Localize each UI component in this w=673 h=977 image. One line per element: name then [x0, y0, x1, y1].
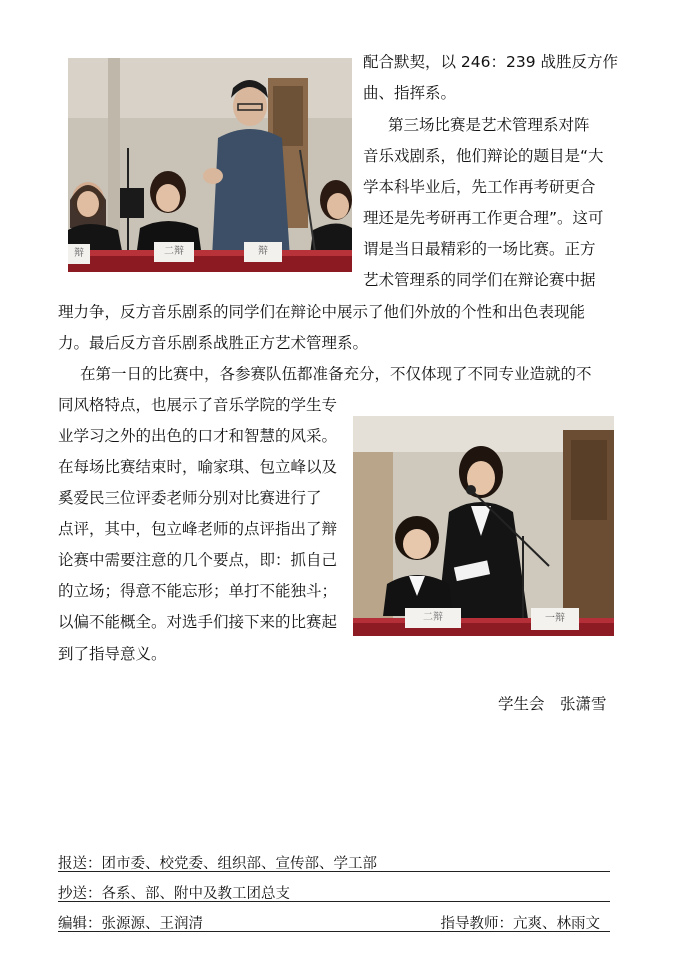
article-line: 以偏不能概全。对选手们接下来的比赛起	[58, 613, 338, 631]
footer-divider	[58, 901, 610, 902]
article-line: 在第一日的比赛中，各参赛队伍都准备充分，不仅体现了不同专业造就的不	[80, 365, 592, 383]
article-line: 奚爱民三位评委老师分别对比赛进行了	[58, 489, 322, 507]
article-line: 谓是当日最精彩的一场比赛。正方	[363, 240, 596, 258]
debate-photo-2	[353, 416, 614, 636]
article-line: 第三场比赛是艺术管理系对阵	[388, 116, 590, 134]
footer-report-to	[58, 852, 610, 872]
placard: 辩	[244, 242, 282, 262]
article-line: 力。最后反方音乐剧系战胜正方艺术管理系。	[58, 334, 369, 352]
article-line: 理力争，反方音乐剧系的同学们在辩论中展示了他们外放的个性和出色表现能	[58, 303, 586, 321]
placard: 辩	[68, 244, 90, 264]
article-line: 点评，其中，包立峰老师的点评指出了辩	[58, 520, 338, 538]
article-signature: 学生会 张潇雪	[498, 695, 607, 713]
footer-copy-to-text: 抄送：各系、部、附中及教工团总支	[58, 886, 290, 902]
footer-report-to-text: 报送：团市委、校党委、组织部、宣传部、学工部	[58, 856, 377, 872]
article-line: 论赛中需要注意的几个要点，即：抓自己	[58, 551, 338, 569]
article-line: 业学习之外的出色的口才和智慧的风采。	[58, 427, 338, 445]
article-line: 在每场比赛结束时，喻家琪、包立峰以及	[58, 458, 338, 476]
article-line: 艺术管理系的同学们在辩论赛中据	[363, 271, 596, 289]
footer-divider	[58, 931, 610, 932]
article-line: 音乐戏剧系，他们辩论的题目是“大	[363, 147, 604, 165]
placard: 一辩	[531, 608, 579, 630]
article-line: 同风格特点，也展示了音乐学院的学生专	[58, 396, 338, 414]
footer-editor: 编辑：张源源、王润清	[58, 916, 203, 932]
article-line: 到了指导意义。	[58, 645, 167, 663]
placard: 二辩	[405, 608, 461, 628]
footer-credits	[58, 912, 610, 932]
article-line: 的立场；得意不能忘形；单打不能独斗；	[58, 582, 338, 600]
article-line: 曲、指挥系。	[363, 84, 457, 102]
debate-photo-1	[68, 58, 352, 272]
placard: 二辩	[154, 242, 194, 262]
article-line: 配合默契，以 246：239 战胜反方作	[363, 53, 619, 71]
footer-copy-to	[58, 882, 610, 902]
article-line: 学本科毕业后，先工作再考研更合	[363, 178, 596, 196]
footer-divider	[58, 871, 610, 872]
article-line: 理还是先考研再工作更合理”。这可	[363, 209, 604, 227]
footer-advisor: 指导教师：亢爽、林雨文	[440, 916, 600, 932]
